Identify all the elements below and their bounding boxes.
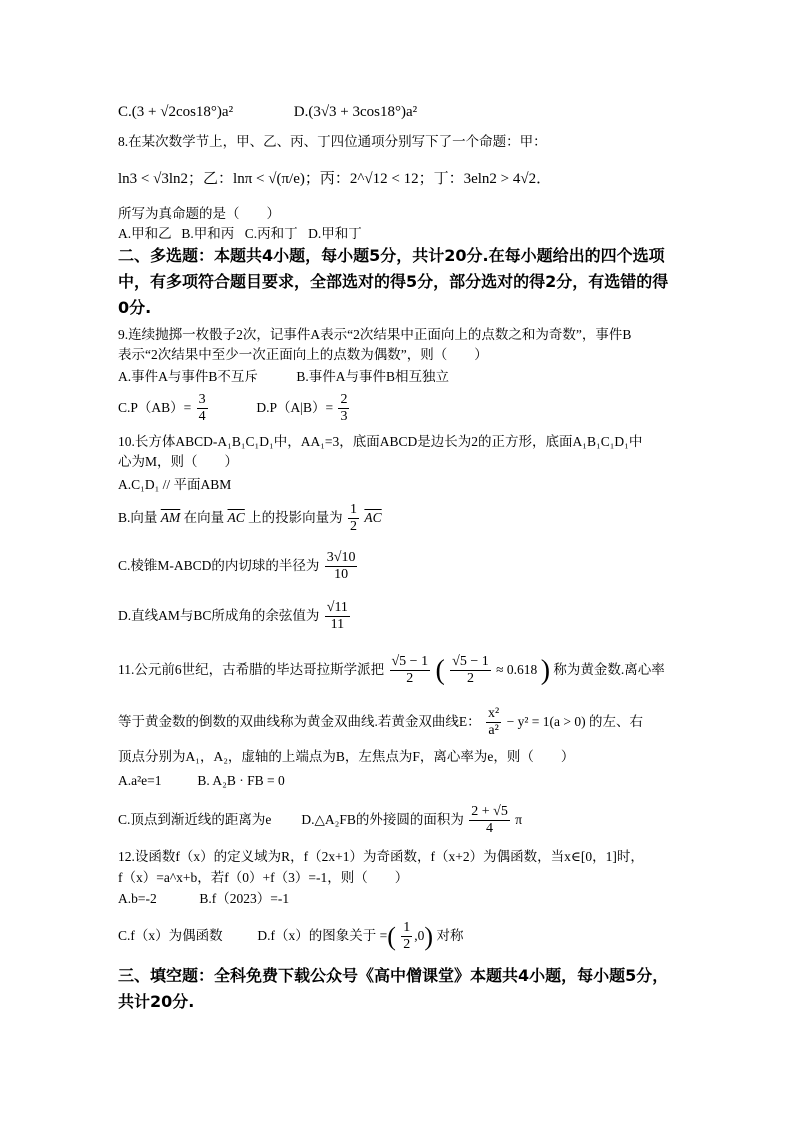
q12-option-a: A.b=-2 [118,891,157,906]
q9-option-a: A.事件A与事件B不互斥 [118,369,258,384]
q8-option-b: B.甲和丙 [181,226,235,241]
q12-option-d-fraction [401,920,412,953]
q10-option-b-num: 1 [350,502,358,518]
q11-line3: 顶点分别为A₁，A₂，虚轴的上端点为B，左焦点为F，离心率为e，则（ ） [118,749,575,764]
q11-option-d-den: 4 [486,821,494,837]
q9-option-c-num: 3 [198,392,206,408]
q10-option-c-den: 10 [334,567,349,583]
q10-line2: 心为M，则（ ） [118,454,239,469]
q10-option-c-fraction [325,550,358,583]
q11-hyperbola-den: a² [488,723,499,739]
q12-option-b: B.f（2023）=-1 [199,891,290,906]
q10-option-b-vector-ac: $\overline{AC}$ [227,510,245,525]
q9-option-c-den: 4 [198,409,206,425]
q9-options-cd [118,390,351,426]
q11-approx: ≈ 0.618 [496,662,538,677]
q11-option-b: B. A₂B · FB = 0 [197,773,285,788]
q9-option-b: B.事件A与事件B相互独立 [296,369,450,384]
q12-option-d-suffix: 对称 [436,928,464,943]
q8-stem: 8.在某次数学节上，甲、乙、丙、丁四位通项分别写下了一个命题：甲： [118,134,547,149]
q10-option-b-prefix: B.向量 [118,510,158,525]
q10-option-b-vector-am: $\overline{AM}$ [160,510,181,525]
q12-option-c: C.f（x）为偶函数 [118,928,223,943]
q11-option-d-suffix: π [515,812,523,827]
q9-line2: 表示“2次结果中至少一次正面向上的点数为偶数”，则（ ） [118,347,488,362]
q8-options [118,225,362,243]
q10-option-b-mid: 在向量 [183,510,225,525]
q12-line1: 12.设函数f（x）的定义域为R，f（2x+1）为奇函数，f（x+2）为偶函数，当x∈[0，1]时， [118,849,644,864]
q11-options-ab [118,772,285,790]
q12-option-d-den: 2 [403,937,411,953]
q11-option-a: A.a²e=1 [118,773,162,788]
section2-title: 二、多选题：本题共4小题，每小题5分，共计20分.在每小题给出的四个选项中，有多项符合题目要求，全部选对的得5分，部分选对的得2分，有选错的得0分. [118,246,669,317]
q10-option-c-prefix: C.棱锥M-ABCD的内切球的半径为 [118,558,320,573]
q11-line2-suffix: 的左、右 [588,714,643,729]
q12-line2: f（x）=a^x+b，若f（0）+f（3）=-1，则（ ） [118,870,409,885]
q11-hyperbola-num: x² [488,706,500,722]
q8-option-d: D.甲和丁 [308,226,362,241]
q9-option-c-prefix: C.P（AB）= [118,400,192,415]
q12-option-d-prefix: D.f（x）的图象关于 [257,928,377,943]
q9-options-ab [118,368,449,386]
q8-option-c: C.丙和丁 [244,226,298,241]
q11-option-d-num: 2 + √5 [471,804,508,820]
q9-option-d-den: 3 [340,409,348,425]
q11-golden-paren-den: 2 [466,671,474,687]
q11-golden-den: 2 [406,671,414,687]
q10-option-b-den: 2 [350,519,358,535]
q11-golden-paren-num: √5 − 1 [452,654,489,670]
q11-option-d-prefix: D.△A₂FB的外接圆的面积为 [301,812,464,827]
q9-option-d-num: 2 [340,392,348,408]
q10-option-d [118,598,352,634]
q11-hyperbola-fraction [486,706,501,739]
q9-option-d-fraction [338,392,349,425]
q11-golden-num: √5 − 1 [391,654,429,670]
q7-option-c: C.(3 + √2cos18°)a² [118,104,234,120]
q10-option-d-den: 11 [330,617,345,633]
q7-option-d: D.(3√3 + 3cos18°)a² [293,104,418,120]
q11-line2-prefix: 等于黄金数的倒数的双曲线称为黄金双曲线.若黄金双曲线E： [118,714,481,729]
q10-option-b-fraction [348,502,359,535]
q10-option-a: A.C₁D₁ // 平面ABM [118,477,232,492]
q11-options-cd [118,802,522,838]
q11-option-c: C.顶点到渐近线的距离为e [118,812,272,827]
q11-line1-suffix: 称为黄金数.离心率 [553,662,665,677]
q11-option-d-fraction [469,804,510,837]
q12-options-ab [118,890,289,908]
q11-golden-paren-fraction [450,654,491,687]
q7-options [118,103,417,121]
q10-option-b [118,500,382,536]
q9-line1: 9.连续抛掷一枚骰子2次，记事件A表示“2次结果中正面向上的点数之和为奇数”，事件B [118,327,632,342]
q11-line1-prefix: 11.公元前6世纪，古希腊的毕达哥拉斯学派把 [118,662,385,677]
section3-title: 三、填空题：全科免费下载公众号《高中僧课堂》本题共4小题，每小题5分，共计20分. [118,966,669,1011]
q12-options-cd: C.f（x）为偶函数 D.f（x）的图象关于 =( $\frac{1}{2}$ ,0) 对称 [118,916,463,957]
q8-formula: ln3 < √3ln2；乙：lnπ < √(π/e)；丙：2^√12 < 12；丁：3eln2 > 4√2． [118,171,552,187]
q10-line1: 10.长方体ABCD-A₁B₁C₁D₁中，AA₁=3，底面ABCD是边长为2的正方形，底面A₁B₁C₁D₁中 [118,434,643,449]
q10-option-d-prefix: D.直线AM与BC所成角的余弦值为 [118,608,320,623]
q8-question: 所写为真命题的是（ ） [118,206,280,221]
q11-line2 [118,704,643,740]
q11-line1: 11.公元前6世纪，古希腊的毕达哥拉斯学派把 $\frac{√5 - 1}{2}$ ( $\frac{√5 - 1}{2}$ ≈ 0.618 ) 称为黄金数.离心率 [118,654,665,687]
q10-option-d-num: √11 [326,600,348,616]
q11-golden-fraction [390,654,431,687]
q9-option-c-fraction [197,392,208,425]
q10-option-c [118,548,359,584]
q10-option-b-vector-ac-result: $\overline{AC}$ [364,510,382,525]
q10-option-b-suffix: 上的投影向量为 [248,510,343,525]
q12-option-d-num: 1 [403,920,411,936]
q9-option-d-prefix: D.P（A|B）= [256,400,334,415]
q10-option-d-fraction [325,600,350,633]
q11-hyperbola-eq: − y² = 1(a > 0) [506,714,586,729]
q10-option-c-num: 3√10 [326,550,356,566]
q8-option-a: A.甲和乙 [118,226,172,241]
